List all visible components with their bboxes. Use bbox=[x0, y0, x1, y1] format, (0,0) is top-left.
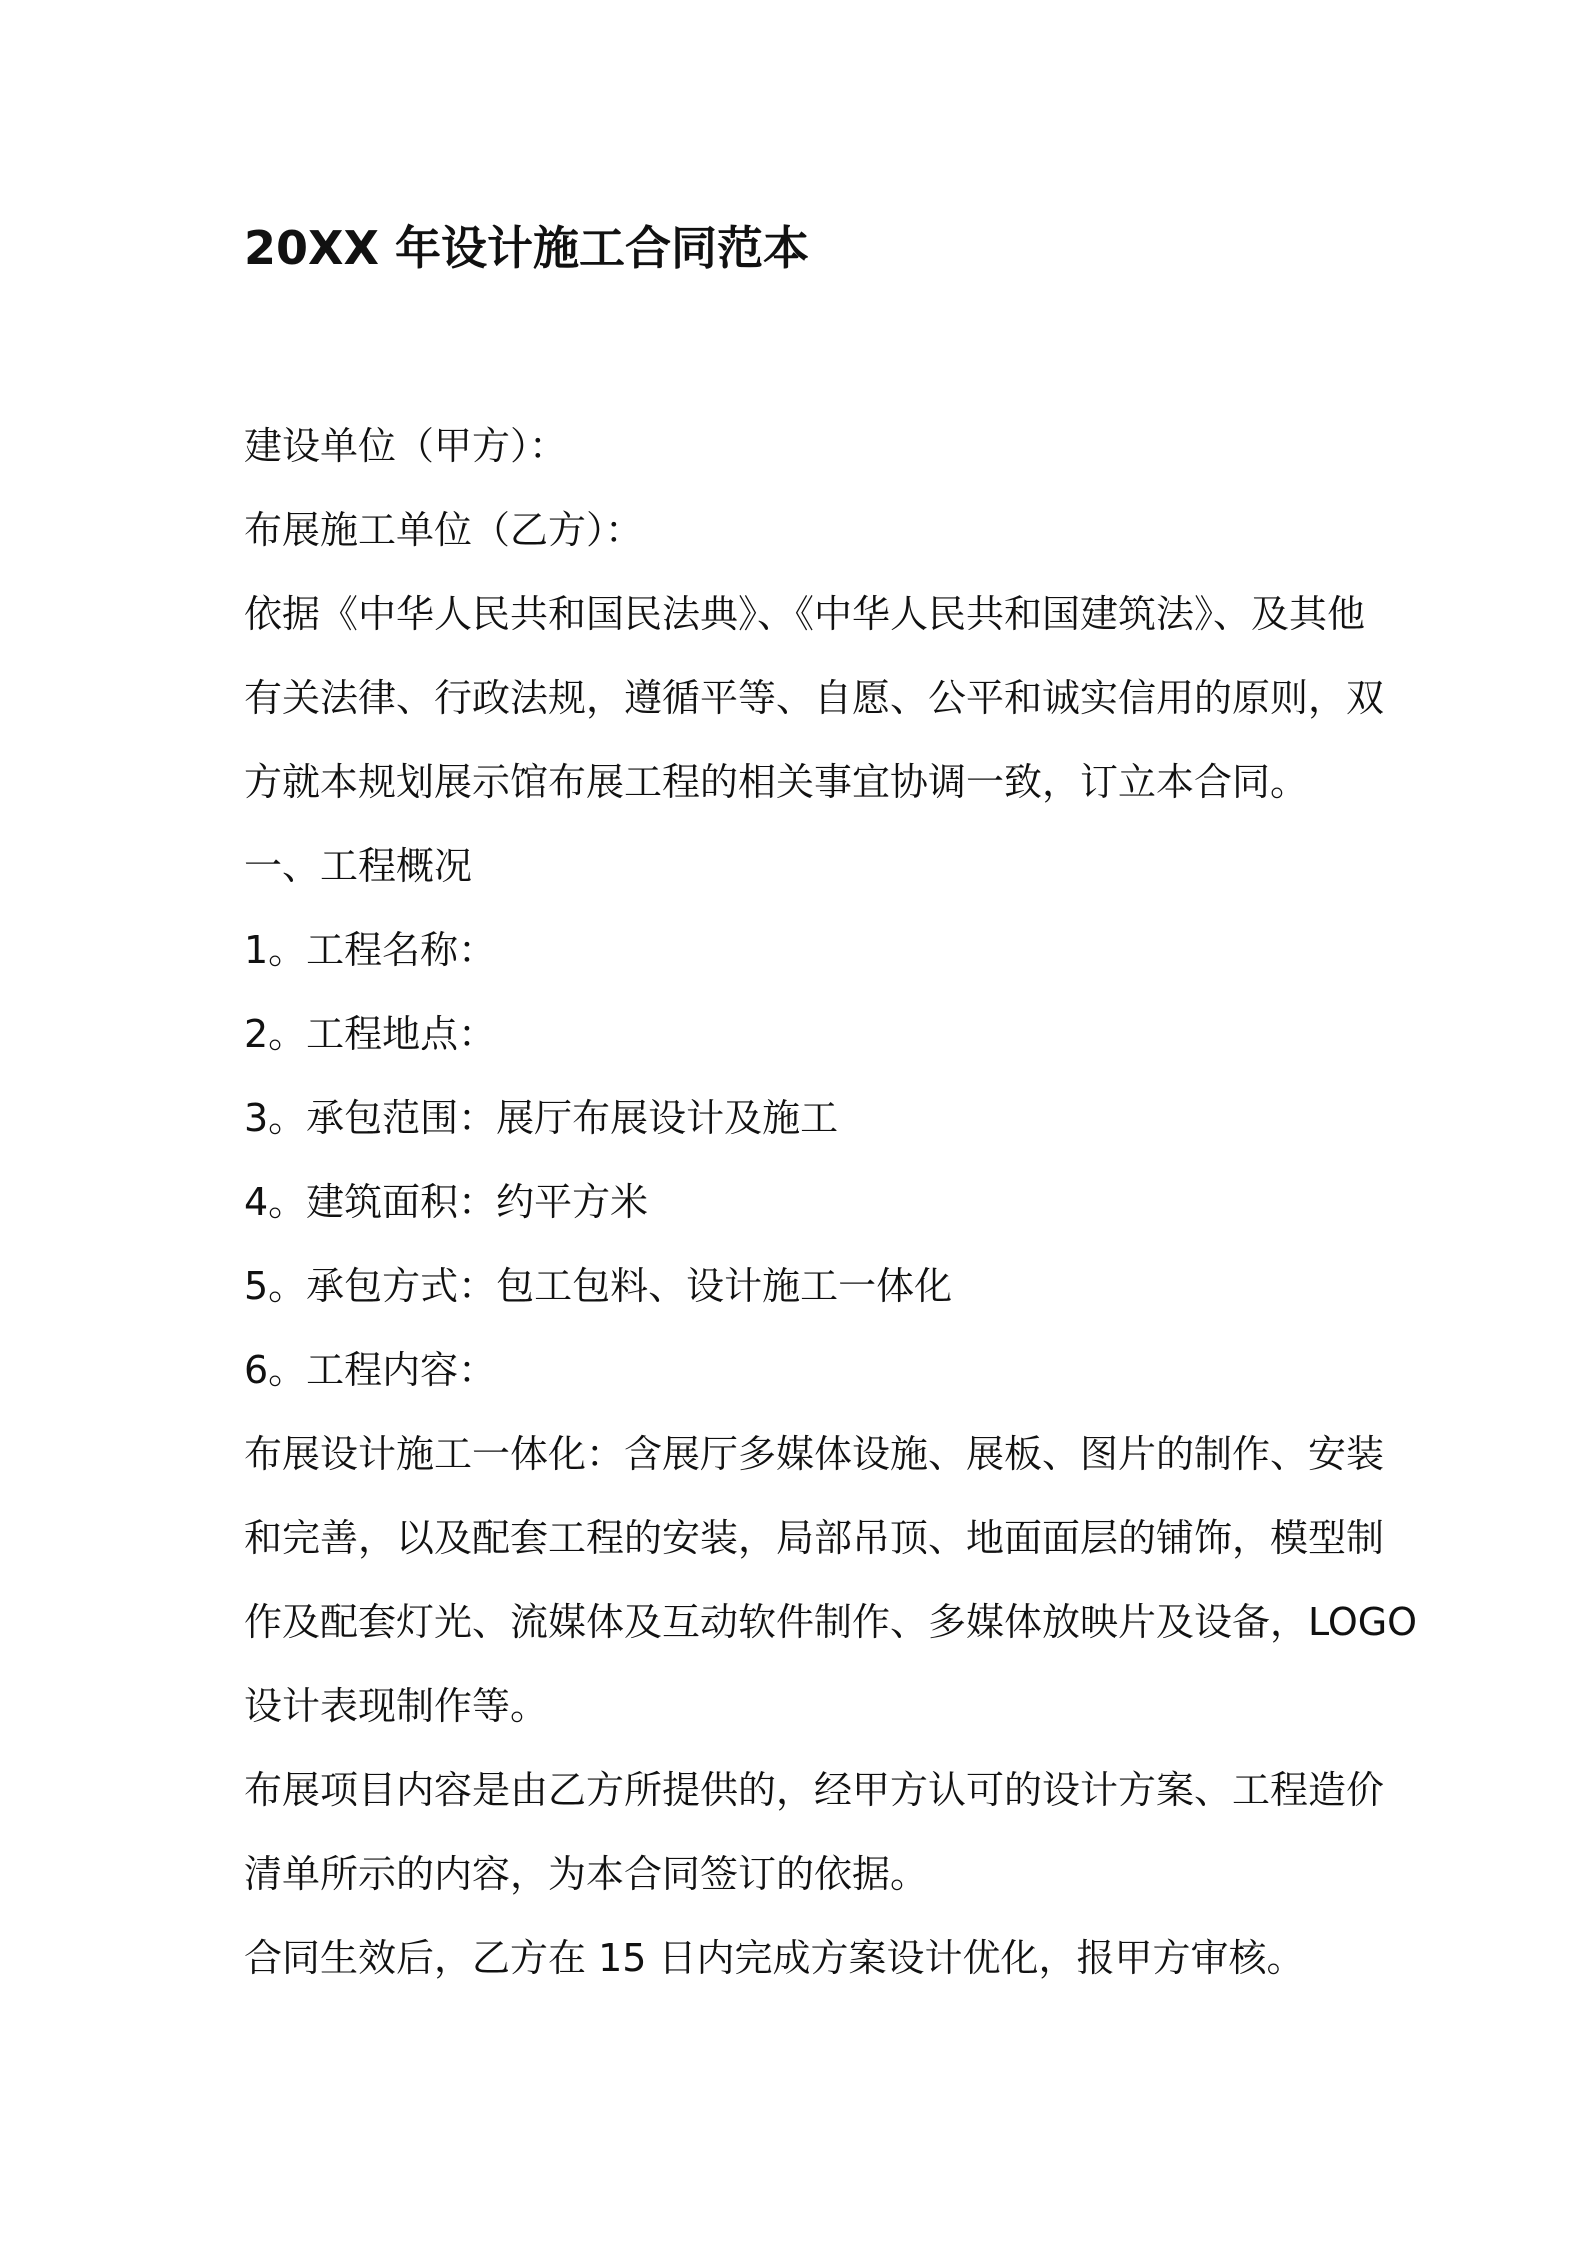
content-paragraph-line-2: 和完善，以及配套工程的安装，局部吊顶、地面面层的铺饰，模型制 bbox=[244, 1516, 1385, 1560]
item-project-content: 6。工程内容： bbox=[244, 1348, 497, 1392]
content-paragraph-line-1: 布展设计施工一体化：含展厅多媒体设施、展板、图片的制作、安装 bbox=[244, 1432, 1385, 1476]
document-title: 20XX 年设计施工合同范本 bbox=[244, 221, 809, 275]
item-project-name: 1。工程名称： bbox=[244, 928, 497, 972]
effective-paragraph: 合同生效后，乙方在 15 日内完成方案设计优化，报甲方审核。 bbox=[244, 1936, 1305, 1980]
document-body bbox=[244, 404, 1418, 2000]
basis-paragraph-line-2: 清单所示的内容，为本合同签订的依据。 bbox=[244, 1852, 929, 1896]
item-contract-scope: 3。承包范围：展厅布展设计及施工 bbox=[244, 1096, 839, 1140]
content-paragraph-line-3: 作及配套灯光、流媒体及互动软件制作、多媒体放映片及设备，LOGO bbox=[244, 1600, 1418, 1644]
preamble-line-1: 依据《中华人民共和国民法典》、《中华人民共和国建筑法》、及其他 bbox=[244, 592, 1366, 636]
item-contract-method: 5。承包方式：包工包料、设计施工一体化 bbox=[244, 1264, 953, 1308]
party-b-line: 布展施工单位（乙方）： bbox=[244, 508, 644, 552]
section-heading: 一、工程概况 bbox=[244, 844, 473, 888]
basis-paragraph-line-1: 布展项目内容是由乙方所提供的，经甲方认可的设计方案、工程造价 bbox=[244, 1768, 1385, 1812]
preamble-line-2: 有关法律、行政法规，遵循平等、自愿、公平和诚实信用的原则，双 bbox=[244, 676, 1385, 720]
item-project-location: 2。工程地点： bbox=[244, 1012, 497, 1056]
preamble-line-3: 方就本规划展示馆布展工程的相关事宜协调一致，订立本合同。 bbox=[244, 760, 1309, 804]
party-a-line: 建设单位（甲方）： bbox=[244, 424, 568, 468]
item-building-area: 4。建筑面积：约平方米 bbox=[244, 1180, 649, 1224]
content-paragraph-line-4: 设计表现制作等。 bbox=[244, 1684, 549, 1728]
